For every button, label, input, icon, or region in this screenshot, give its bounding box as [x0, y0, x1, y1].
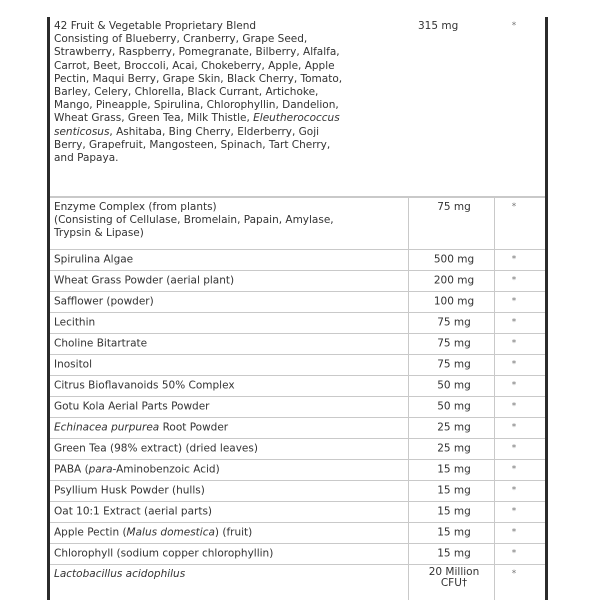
ingredient-name-pre: Apple Pectin (: [54, 526, 127, 539]
table-row: [50, 439, 545, 460]
ingredient-amount: 75 mg: [437, 316, 471, 329]
table-row: [50, 355, 545, 376]
ingredient-amount: [415, 567, 493, 589]
table-row: [50, 523, 545, 544]
daily-value-marker: *: [511, 527, 517, 538]
name-line: Consisting of Blueberry, Cranberry, Grape Seed,: [54, 33, 308, 46]
ingredient-name: Gotu Kola Aerial Parts Powder: [54, 400, 210, 413]
daily-value-marker: *: [511, 254, 517, 265]
daily-value-marker: *: [511, 569, 517, 579]
name-line: Trypsin & Lipase): [54, 227, 144, 240]
table-row-fruit-vegetable-blend: [50, 17, 545, 197]
table-row: [50, 460, 545, 481]
name-line: 42 Fruit & Vegetable Proprietary Blend: [54, 20, 257, 32]
name-line: Wheat Grass, Green Tea, Milk Thistle, Eleutherococcus: [54, 112, 340, 125]
daily-value-marker: *: [511, 422, 517, 433]
amount-line: 20 Million: [428, 566, 480, 578]
table-row: [50, 292, 545, 313]
name-line: Barley, Celery, Chlorella, Black Currant, Artichoke,: [54, 86, 319, 99]
name-line: Berry, Grapefruit, Mangosteen, Spinach, Tart Cherry,: [54, 138, 331, 151]
ingredient-name: Oat 10:1 Extract (aerial parts): [54, 505, 213, 518]
ingredient-amount: 15 mg: [437, 505, 471, 518]
ingredient-amount: 75 mg: [437, 337, 471, 350]
ingredient-amount: 15 mg: [437, 526, 471, 539]
ingredient-name: Green Tea (98% extract) (dried leaves): [54, 442, 258, 455]
ingredient-name: Inositol: [54, 358, 93, 371]
ingredient-name-rest: Root Powder: [159, 421, 229, 434]
ingredient-name-italic: Malus domestica: [126, 526, 215, 539]
name-line: Mango, Pineapple, Spirulina, Chlorophyllin, Dandelion,: [54, 99, 339, 112]
table-row: [50, 250, 545, 271]
ingredient-name-pre: PABA (: [54, 463, 89, 476]
ingredient-name: [54, 20, 404, 165]
name-line: senticosus, Ashitaba, Bing Cherry, Elderberry, Goji: [54, 125, 320, 138]
ingredient-name: [54, 201, 404, 241]
daily-value-marker: *: [511, 275, 517, 286]
name-line: Pectin, Maqui Berry, Grape Skin, Black Cherry, Tomato,: [54, 72, 343, 85]
ingredient-name: [54, 526, 404, 539]
daily-value-marker: *: [511, 485, 517, 496]
name-line: (Consisting of Cellulase, Bromelain, Papain, Amylase,: [54, 214, 334, 227]
italic-botanical: Eleutherococcus: [253, 112, 340, 125]
daily-value-marker: *: [511, 401, 517, 412]
ingredient-name: Wheat Grass Powder (aerial plant): [54, 274, 235, 287]
ingredient-name: Safflower (powder): [54, 295, 154, 308]
daily-value-marker: *: [511, 464, 517, 475]
table-row: [50, 397, 545, 418]
ingredient-name: Citrus Bioflavanoids 50% Complex: [54, 379, 235, 392]
table-row: [50, 271, 545, 292]
table-row: [50, 502, 545, 523]
daily-value-marker: *: [511, 380, 517, 391]
ingredient-name: Chlorophyll (sodium copper chlorophyllin): [54, 547, 274, 560]
italic-botanical: senticosus: [54, 125, 110, 138]
ingredient-amount: 25 mg: [437, 442, 471, 455]
ingredient-amount: 75 mg: [437, 201, 471, 213]
name-line: Strawberry, Raspberry, Pomegranate, Bilberry, Alfalfa,: [54, 46, 340, 59]
daily-value-marker: *: [511, 506, 517, 517]
table-row: [50, 313, 545, 334]
table-row: [50, 418, 545, 439]
daily-value-marker: *: [511, 443, 517, 454]
daily-value-marker: *: [511, 317, 517, 328]
daily-value-marker: *: [511, 21, 517, 31]
name-line: and Papaya.: [54, 152, 119, 165]
amount-line: CFU†: [440, 577, 468, 589]
ingredient-amount: 200 mg: [433, 274, 475, 287]
ingredient-amount: 75 mg: [437, 358, 471, 371]
daily-value-marker: *: [511, 296, 517, 307]
table-row-enzyme-complex: [50, 197, 545, 250]
ingredient-name: [54, 421, 404, 434]
table-row: [50, 544, 545, 565]
ingredient-amount: 100 mg: [433, 295, 475, 308]
table-row: [50, 481, 545, 502]
name-line: Enzyme Complex (from plants): [54, 201, 217, 213]
ingredient-name: Psyllium Husk Powder (hulls): [54, 484, 205, 497]
ingredient-amount: 15 mg: [437, 463, 471, 476]
daily-value-marker: *: [511, 202, 517, 212]
ingredient-name-italic: para: [88, 463, 113, 476]
ingredient-name: Choline Bitartrate: [54, 337, 148, 350]
ingredient-amount: 50 mg: [437, 379, 471, 392]
ingredient-amount: 315 mg: [418, 20, 459, 32]
ingredient-amount: 50 mg: [437, 400, 471, 413]
table-row: [50, 565, 545, 600]
ingredient-amount: 500 mg: [433, 253, 475, 266]
ingredient-name: Lecithin: [54, 316, 96, 329]
ingredient-name-rest: -Aminobenzoic Acid): [112, 463, 220, 476]
ingredient-amount: 25 mg: [437, 421, 471, 434]
name-line: Carrot, Beet, Broccoli, Acai, Chokeberry, Apple, Apple: [54, 59, 335, 72]
ingredient-name-italic: Echinacea purpurea: [54, 421, 160, 434]
daily-value-marker: *: [511, 548, 517, 559]
daily-value-marker: *: [511, 359, 517, 370]
ingredient-amount: 15 mg: [437, 484, 471, 497]
daily-value-marker: *: [511, 338, 517, 349]
ingredient-name: [54, 463, 404, 476]
ingredient-amount: 15 mg: [437, 547, 471, 560]
ingredient-name: Lactobacillus acidophilus: [54, 568, 186, 580]
ingredient-name-rest: ) (fruit): [214, 526, 253, 539]
table-row: [50, 376, 545, 397]
name-line-mixed: [54, 112, 404, 125]
ingredient-name: Spirulina Algae: [54, 253, 134, 266]
supplement-facts-table: [47, 17, 548, 600]
table-row: [50, 334, 545, 355]
